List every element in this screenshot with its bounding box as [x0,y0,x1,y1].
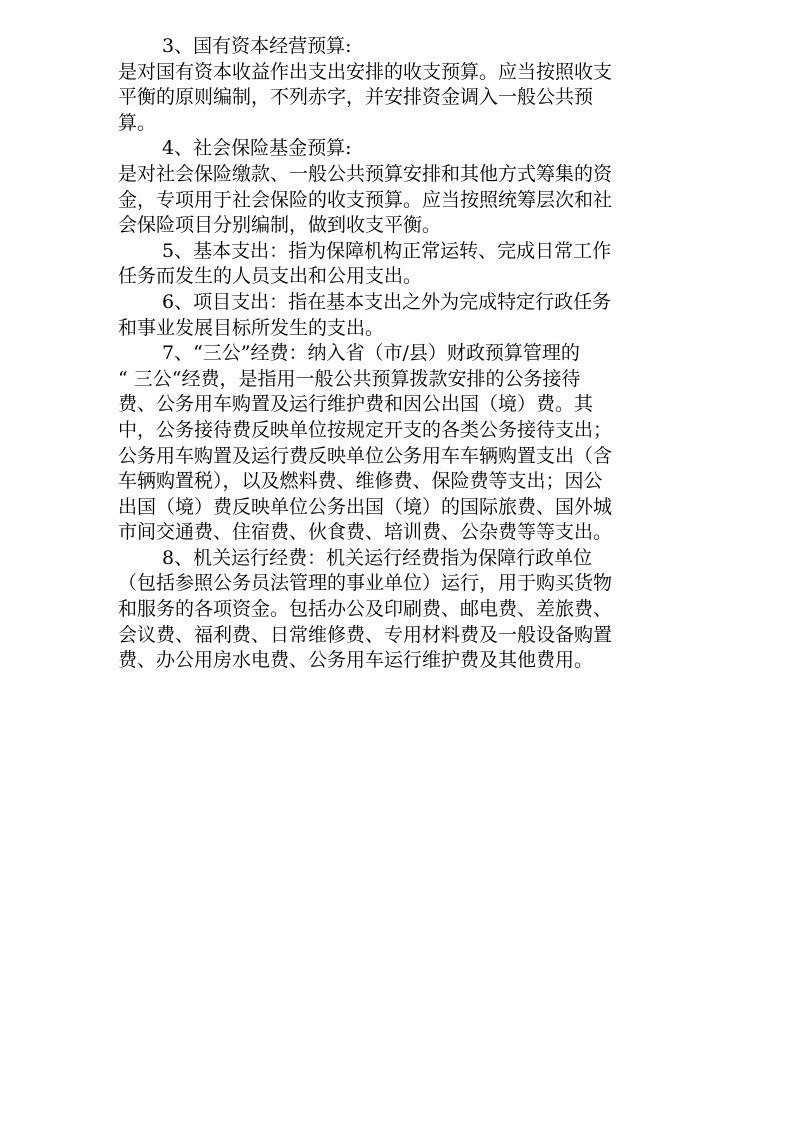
text-line: 平衡的原则编制，不列赤字，并安排资金调入一般公共预 [118,86,594,109]
text-line: 7、“三公”经费：纳入省（市/县）财政预算管理的 [162,342,580,365]
section-heading: 3、国有资本经营预算: [162,35,352,57]
text-line: （包括参照公务员法管理的事业单位）运行，用于购买货物 [118,572,613,595]
section-heading: 4、社会保险基金预算: [162,137,352,160]
text-line: 5、基本支出：指为保障机构正常运转、完成日常工作 [162,239,612,262]
text-line: 车辆购置税），以及燃料费、维修费、保险费等支出；因公 [118,470,603,493]
text-line: 公务用车购置及运行费反映单位公务用车车辆购置支出（含 [118,444,613,467]
text-line: 是对社会保险缴款、一般公共预算安排和其他方式筹集的资 [118,162,613,185]
text-line: 和事业发展目标所发生的支出。 [118,316,385,339]
text-line: 算。 [118,111,157,134]
text-line: “ 三公“经费，是指用一般公共预算拨款安排的公务接待 [118,367,581,390]
text-line: 中，公务接待费反映单位按规定开支的各类公务接待支出； [118,418,613,441]
paragraph-basic-expenditure [118,239,684,290]
text-line: 和服务的各项资金。包括办公及印刷费、邮电费、差旅费、 [118,598,613,621]
document-page [118,34,684,674]
text-line: 金，专项用于社会保险的收支预算。应当按照统筹层次和社 [118,188,613,211]
text-line: 费、公务用车购置及运行维护费和因公出国（境）费。其 [118,393,594,416]
text-line: 8、机关运行经费：机关运行经费指为保障行政单位 [162,546,593,569]
text-line: 费、办公用房水电费、公务用车运行维护费及其他费用。 [118,649,594,672]
text-line: 市间交通费、住宿费、伙食费、培训费、公杂费等等支出。 [118,521,613,544]
text-line: 6、项目支出：指在基本支出之外为完成特定行政任务 [162,290,612,313]
section-body [118,162,684,239]
text-line: 任务而发生的人员支出和公用支出。 [118,265,423,288]
paragraph-project-expenditure [118,290,684,341]
text-line: 是对国有资本收益作出支出安排的收支预算。应当按照收支 [118,60,613,83]
text-line: 出国（境）费反映单位公务出国（境）的国际旅费、国外城 [118,495,613,518]
text-line: 会议费、福利费、日常维修费、专用材料费及一般设备购置 [118,623,613,646]
section-body [118,60,684,137]
section-3-state-capital-budget [118,34,684,136]
paragraph-operating-expenses [118,546,684,674]
text-line: 会保险项目分别编制，做到收支平衡。 [118,214,442,237]
section-4-social-insurance-budget [118,136,684,238]
paragraph-three-public-expenses [118,341,684,546]
